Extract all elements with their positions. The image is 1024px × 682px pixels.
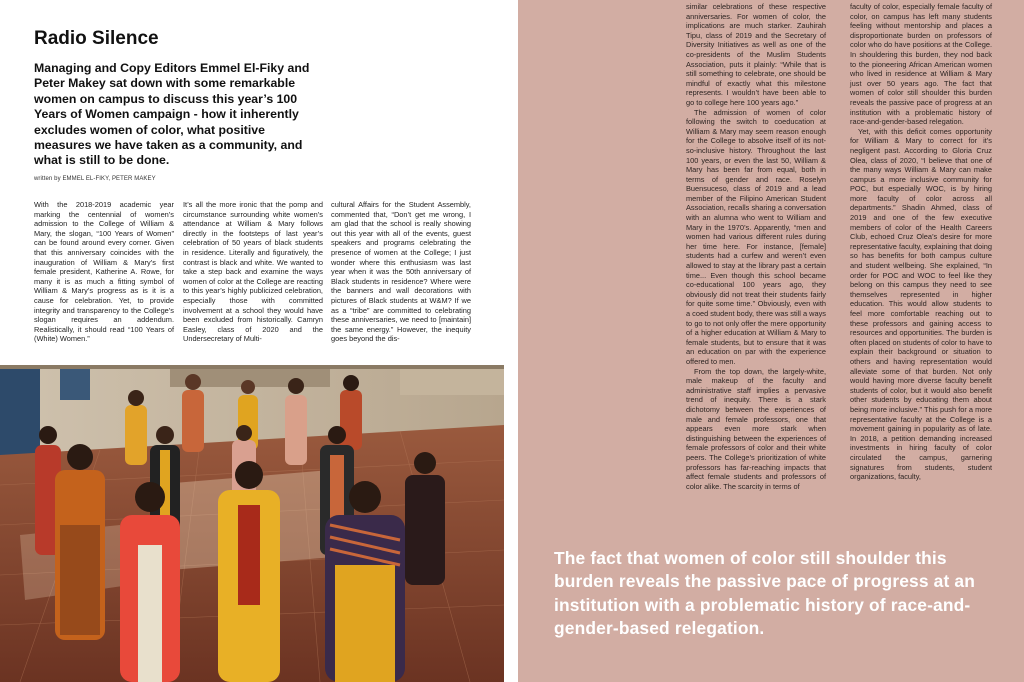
body-paragraph: Yet, with this deficit comes opportunity for William & Mary to correct for it’s negligent past. According to Gloria Cruz Olea, class of 2020, “I believe that one of the many ways William & Mary can make campus a more inclusive community for POC, but especially WOC, is by hiring more faculty of color across all departments.” Shadin Ahmed, class of 2019 and one of the few executive members of color of the Health Careers Club, echoed Cruz Olea’s desire for more representative faculty, explaining that doing so has benefits for both campus culture and student wellbeing. She explained, “In order for POC and WOC to feel like they belong on this campus they need to see themselves represented in higher education. This would allow students to feel more comfortable reaching out to these professors and gaining access to resources and opportunities. The burden is often placed on students of color to have to explain their background or situation to others and having representation would alleviate some of that burden. Not only would having more diverse faculty benefit students of color, but it would also benefit other students by educating them about being more inclusive.” This push for a more representative faculty at the College is a movement gaining in popularity as of late. In 2018, a petition demanding increased investments in hiring faculty of color circulated the campus, garnering signatures from students, student organizations, faculty, [850, 126, 992, 482]
article-deck: Managing and Copy Editors Emmel El-Fiky and Peter Makey sat down with some remarkable women on campus to discuss this year’s 100 Years of Women campaign - how it inherently excludes women of color, what positive measures we have taken as a community, and what is still to be done. [34, 61, 310, 168]
body-paragraph: It’s all the more ironic that the pomp and circumstance surrounding white women’s attendance at William & Mary follows directly in the footsteps of last year’s celebration of 50 years of black students in residence. Literally and figuratively, the contrast is black and white. We wanted to take a step back and examine the ways women of color at the College are reacting to this year’s highly publicized celebration, especially those with committed involvement at a school they would have been excluded from historically. Camryn Easley, class of 2020 and the Undersecretary of Multi- [183, 200, 323, 344]
body-paragraph: similar celebrations of these respective anniversaries. For women of color, the implications are much starker. Zauhirah Tipu, class of 2019 and the Secretary of Diversity Initiatives as well as one of the co-presidents of the Muslim Students Association, puts it plainly: “While that is still something to celebrate, one should be mindful of exactly what this milestone represents. I wouldn’t have been able to go to college here 100 years ago.” [686, 2, 826, 107]
body-column-2 [183, 200, 323, 344]
article-byline: written by EMMEL EL-FIKY, PETER MAKEY [34, 176, 156, 182]
right-body-column-2 [850, 2, 992, 482]
group-photo [0, 365, 504, 682]
body-column-3 [331, 200, 471, 344]
body-column-1 [34, 200, 174, 344]
body-paragraph: cultural Affairs for the Student Assembly, commented that, “Don’t get me wrong, I am glad that the school is really showing out this year with all of the events, guest speakers and programs celebrating the presence of women at the College; I just wonder where this enthusiasm was last year when it was the 50th anniversary of Black students in residence? Where were the banners and wall decorations with pictures of Black students at W&M? If we as a “tribe” are committed to celebrating these anniversaries, we need to [maintain] the same energy.” However, the inequity goes beyond the dis- [331, 200, 471, 344]
body-paragraph: With the 2018-2019 academic year marking the centennial of women’s admission to the College of William & Mary, the slogan, “100 Years of Women” can be found around every corner. Given that this anniversary coincides with the inauguration of William & Mary’s first female president, Katherine A. Rowe, for many it is as much a fitting symbol of William & Mary’s progress as is it is a cause for celebration. Yet, to provide integrity and transparency to the College’s slogan requires an addendum. Realistically, it should read “100 Years of (White) Women.” [34, 200, 174, 344]
right-page [518, 0, 1024, 682]
group-photo-illustration [0, 365, 504, 682]
pull-quote: The fact that women of color still shoulder this burden reveals the passive pace of progress at an institution with a problematic history of race-and-gender-based relegation. [554, 548, 976, 639]
article-title: Radio Silence [34, 28, 159, 49]
body-paragraph: faculty of color, especially female faculty of color, on campus has left many students feeling without mentorship and places a disproportionate burden on professors of color who do have positions at the College. In shouldering this burden, they nod back to the pioneering African American women who lived in residence at William & Mary just over 50 years ago. The fact that women of color still shoulder this burden reveals the passive pace of progress at an institution with a problematic history of race-and-gender-based relegation. [850, 2, 992, 127]
body-paragraph: The admission of women of color following the switch to coeducation at William & Mary may seem reason enough for the College to absolve itself of its not-so-inclusive history. Throughout the last 100 years, or even the last 50, William & Mary has been far from equal, both in terms of gender and race. Roselyn Buensuceso, class of 2019 and a lead member of the Filipino American Student Association, recalls sharing a conversation with an alumna who went to William and Mary in the 1970’s. Apparently, “men and women had various different rules during her time here. For instance, [female] students had a curfew and weren’t even allowed to stay at the library past a certain time... Even though this school became co-educational 100 years ago, they obviously did not treat their students fairly for quite some time.” Obviously, even with a coed student body, there was still a ways to go to not only offer the mere opportunity of a higher education at William & Mary to female students, but to ensure that it was an education on par with the experience offered to men. [686, 107, 826, 366]
body-paragraph: From the top down, the largely-white, male makeup of the faculty and administrative staff implies a pervasive trend of inequity. There is a stark dichotomy between the experiences of male and female professors, one that appears even more stark when distinguishing between the experiences of female professors of color and their white peers. The College’s prioritization of white professors has far-reaching impacts that affect female students and professors of color alike. The scarcity in terms of [686, 366, 826, 491]
right-body-column-1 [686, 2, 826, 491]
